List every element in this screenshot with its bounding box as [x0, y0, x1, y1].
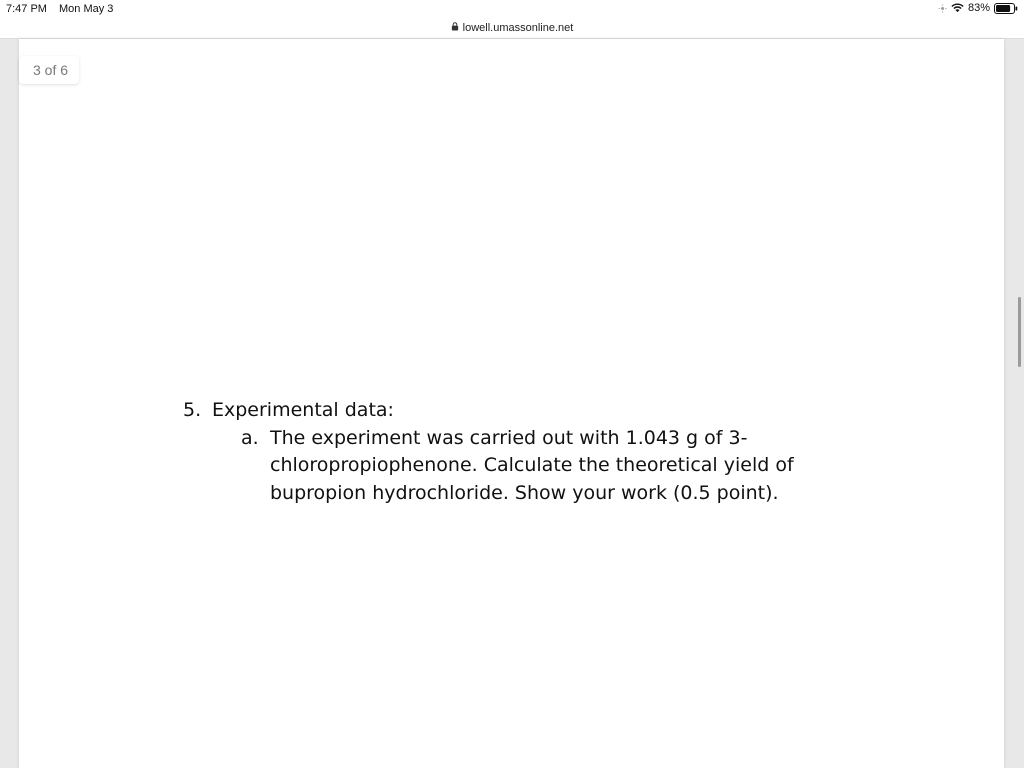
lock-icon — [451, 22, 459, 34]
question-title: Experimental data: — [212, 399, 394, 421]
address-bar[interactable] — [0, 18, 1024, 39]
battery-percent: 83% — [967, 2, 990, 14]
sub-question — [241, 425, 903, 508]
scrollbar[interactable] — [1018, 297, 1021, 367]
status-indicators — [938, 2, 1018, 14]
status-date: Mon May 3 — [59, 3, 114, 15]
battery-icon — [994, 3, 1018, 14]
pdf-viewer[interactable] — [0, 39, 1024, 768]
status-time: 7:47 PM — [6, 3, 47, 15]
status-bar — [0, 0, 1024, 18]
sub-question-text: The experiment was carried out with 1.043 g of 3-chloropropiophenone. Calculate the theoretical yield of bupropion hydrochloride. Show your work (0.5 point). — [270, 426, 794, 504]
battery-fill — [996, 5, 1010, 12]
question-block — [183, 397, 903, 507]
url-text[interactable]: lowell.umassonline.net — [462, 22, 574, 34]
document-page — [19, 39, 1004, 768]
question-number: 5. — [183, 399, 202, 421]
sub-question-letter: a. — [241, 426, 259, 449]
brightness-icon — [938, 4, 947, 13]
wifi-icon — [951, 3, 964, 13]
question-heading — [183, 397, 903, 425]
page-counter: 3 of 6 — [19, 56, 79, 84]
